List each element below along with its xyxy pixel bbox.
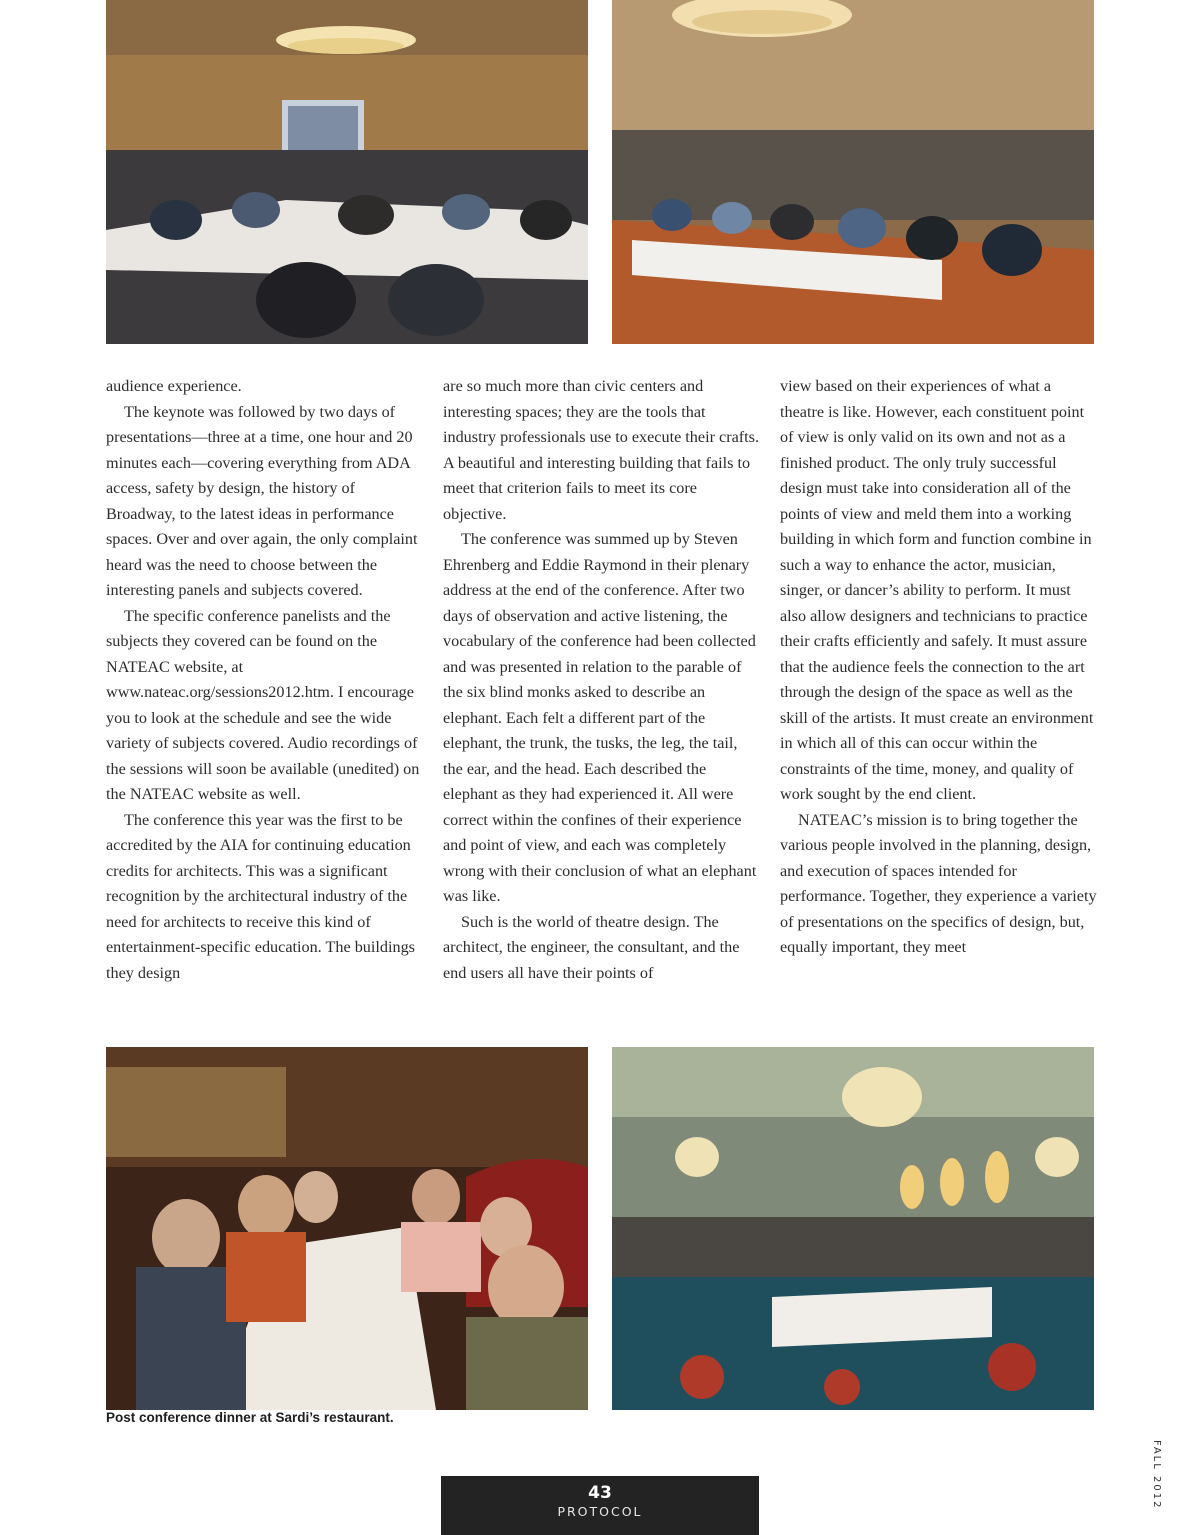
paragraph: audience experience. <box>106 377 242 395</box>
paragraph: The conference was summed up by Steven Ehrenberg and Eddie Raymond in their plenary address at the end of the conference. After two days of observation and active listening, the vocabulary of the conference had been collected and was presented in relation to the parable of the six blind monks asked to describe an elephant. Each felt a different part of the elephant, the trunk, the tusks, the leg, the tail, the ear, and the head. Each described the elephant as they had experienced it. All were correct within the confines of their experience and point of view, and each was completely wrong with their conclusion of what an elephant was like. <box>443 530 757 905</box>
dinner-photo <box>106 1047 588 1410</box>
paragraph: view based on their experiences of what a theatre is like. However, each constituent point of view is only valid on its own and not as a finished product. The only truly successful design must take into consideration all of the points of view and meld them into a working building in which form and function combine in such a way to enhance the actor, musician, singer, or dancer’s ability to perform. It must also allow designers and technicians to practice their crafts efficiently and safely. It must assure that the audience feels the connection to the art through the design of the space as well as the skill of the artists. It must create an environment in which all of this can occur within the constraints of the time, money, and quality of work sought by the end client. <box>780 377 1094 803</box>
conference-room-illustration <box>106 0 588 344</box>
paragraph: are so much more than civic centers and interesting spaces; they are the tools that industry professionals use to execute their crafts. A beautiful and interesting building that fails to meet that criterion fails to meet its core objective. <box>443 377 760 523</box>
magazine-name: PROTOCOL <box>557 1504 643 1519</box>
text-column-3 <box>780 374 1098 961</box>
page-footer <box>441 1476 759 1535</box>
paragraph: The conference this year was the first to be accredited by the AIA for continuing education credits for architects. This was a significant recognition by the architectural industry of the need for architects to receive this kind of entertainment-specific education. The buildings they design <box>106 810 415 982</box>
text-column-1 <box>106 374 424 986</box>
conference-room-photo <box>106 0 588 344</box>
paragraph: Such is the world of theatre design. The architect, the engineer, the consultant, and the end users all have their points of <box>443 912 740 982</box>
ballroom-illustration <box>612 1047 1094 1410</box>
page-number: 43 <box>588 1483 612 1503</box>
text-column-2 <box>443 374 761 986</box>
photo-caption: Post conference dinner at Sardi’s restaurant. <box>106 1410 394 1425</box>
ballroom-photo <box>612 1047 1094 1410</box>
paragraph: The keynote was followed by two days of presentations—three at a time, one hour and 20 minutes each—covering everything from ADA access, safety by design, the history of Broadway, to the latest ideas in performance spaces. Over and over again, the only complaint heard was the need to choose between the interesting panels and subjects covered. <box>106 402 418 599</box>
dinner-illustration <box>106 1047 588 1410</box>
audience-rows-photo <box>612 0 1094 344</box>
paragraph: The specific conference panelists and the subjects they covered can be found on the NATEAC website, at www.nateac.org/sessions2012.htm. I encourage you to look at the schedule and see the wide variety of subjects covered. Audio recordings of the sessions will soon be available (unedited) on the NATEAC website as well. <box>106 606 420 803</box>
paragraph: NATEAC’s mission is to bring together the various people involved in the planning, design, and execution of spaces intended for performance. Together, they experience a variety of presentations on the specifics of design, but, equally important, they meet <box>780 810 1097 956</box>
issue-label: FALL 2012 <box>1151 1440 1162 1510</box>
audience-rows-illustration <box>612 0 1094 344</box>
